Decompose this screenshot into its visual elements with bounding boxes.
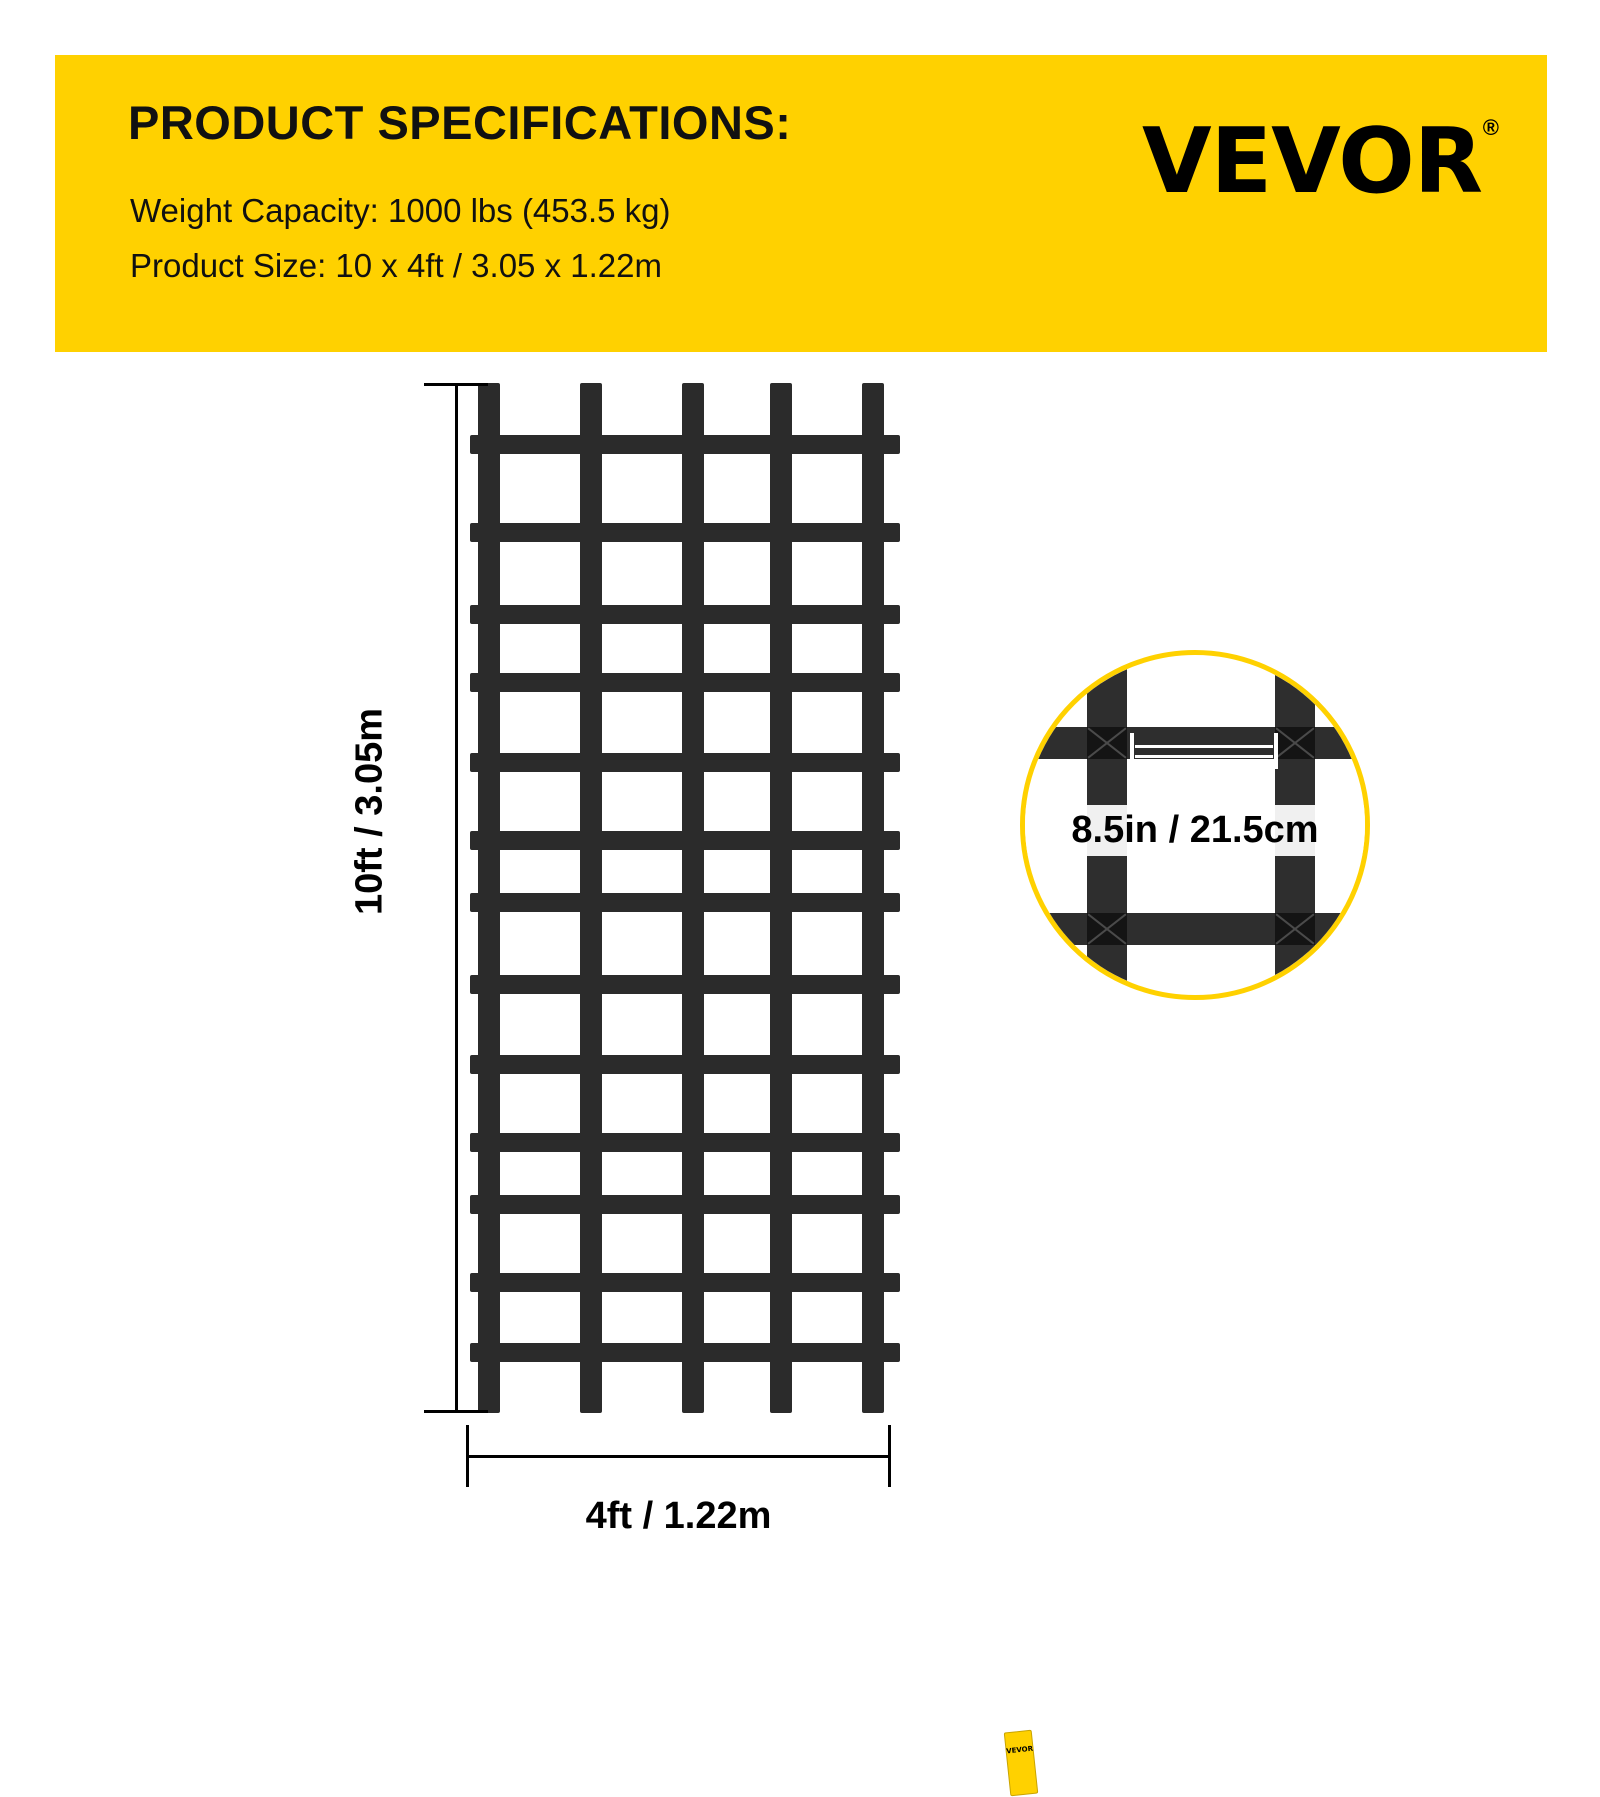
net-horizontal-strap [470, 831, 900, 850]
net-horizontal-strap [470, 753, 900, 772]
product-specifications-banner [55, 55, 1547, 352]
net-horizontal-strap [470, 435, 900, 454]
callout-strap-knot [1087, 727, 1127, 759]
callout-strap-knot [1275, 913, 1315, 945]
page-title: PRODUCT SPECIFICATIONS: [128, 96, 792, 149]
callout-strap-knot [1087, 913, 1127, 945]
callout-strap-knot [1275, 727, 1315, 759]
vevor-logo: VEVOR [1141, 109, 1482, 214]
net-horizontal-strap [470, 975, 900, 994]
net-horizontal-strap [470, 1133, 900, 1152]
net-horizontal-strap [470, 605, 900, 624]
net-horizontal-strap [470, 1343, 900, 1362]
net-grid [470, 383, 900, 1413]
height-dimension-label: 10ft / 3.05m [348, 708, 391, 915]
net-horizontal-strap [470, 673, 900, 692]
net-horizontal-strap [470, 1195, 900, 1214]
height-dimension-cap-bottom [424, 1410, 488, 1413]
net-horizontal-strap [470, 1055, 900, 1074]
net-horizontal-strap [470, 1273, 900, 1292]
net-horizontal-strap [470, 523, 900, 542]
mesh-spacing-label: 8.5in / 21.5cm [1025, 805, 1365, 856]
height-dimension-line [455, 383, 458, 1413]
vevor-tag-label: VEVOR [1005, 1744, 1034, 1756]
vevor-product-tag [1004, 1730, 1039, 1797]
net-horizontal-strap [470, 893, 900, 912]
width-dimension-label: 4ft / 1.22m [585, 1495, 772, 1537]
mesh-spacing-measure-icon [1130, 733, 1278, 769]
spec-product-size: Product Size: 10 x 4ft / 3.05 x 1.22m [130, 247, 662, 284]
width-dimension-line [466, 1455, 891, 1458]
callout-horizontal-strap [1020, 913, 1370, 945]
mesh-spacing-callout [1020, 650, 1370, 1000]
spec-weight-capacity: Weight Capacity: 1000 lbs (453.5 kg) [130, 192, 671, 229]
registered-trademark-icon: ® [1482, 115, 1499, 140]
